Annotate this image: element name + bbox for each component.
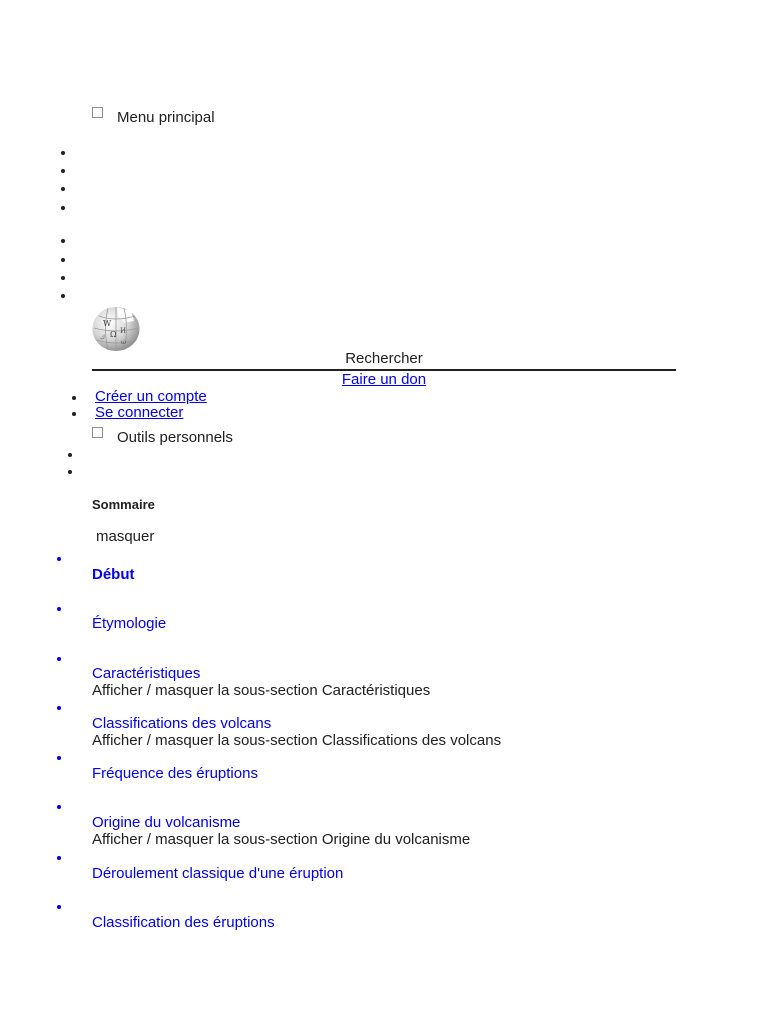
personal-tools-checkbox[interactable] [92,427,103,438]
toc-bullet [57,607,61,611]
login-link[interactable]: Se connecter [95,404,184,421]
list-bullet [61,151,65,155]
svg-text:ω: ω [121,339,126,346]
personal-tools-label[interactable]: Outils personnels [117,429,233,446]
toc-subsection-toggle[interactable]: Afficher / masquer la sous-section Caractéristiques [92,682,431,699]
svg-text:Ω: Ω [110,330,117,339]
main-menu-label[interactable]: Menu principal [117,109,215,126]
toc-link-classification-eruptions[interactable]: Classification des éruptions [92,914,275,931]
toc-link-frequence-eruptions[interactable]: Fréquence des éruptions [92,765,258,782]
svg-text:W: W [103,319,112,328]
create-account-link[interactable]: Créer un compte [95,388,207,405]
list-bullet [61,294,65,298]
svg-text:И: И [120,327,127,335]
toc-hide-button[interactable]: masquer [96,528,155,545]
toc-link-origine-volcanisme[interactable]: Origine du volcanisme [92,814,241,831]
donate-row [92,371,676,389]
toc-link-etymologie[interactable]: Étymologie [92,615,167,632]
toc-subsection-toggle[interactable]: Afficher / masquer la sous-section Classifications des volcans [92,732,502,749]
main-menu-checkbox[interactable] [92,107,103,118]
list-bullet [72,412,76,416]
toc-bullet [57,756,61,760]
toc-subsection-toggle[interactable]: Afficher / masquer la sous-section Origine du volcanisme [92,831,471,848]
toc-bullet [57,905,61,909]
toc-bullet [57,805,61,809]
list-bullet [61,187,65,191]
toc-title: Sommaire [92,497,155,512]
list-bullet [72,396,76,400]
toc-link-classifications-volcans[interactable]: Classifications des volcans [92,715,272,732]
toc-bullet [57,557,61,561]
toc-link-caracteristiques[interactable]: Caractéristiques [92,665,201,682]
wikipedia-globe-icon[interactable] [91,306,141,352]
list-bullet [61,206,65,210]
list-bullet [68,453,72,457]
toc-link-debut[interactable]: Début [92,566,135,583]
list-bullet [68,470,72,474]
list-bullet [61,169,65,173]
toc-bullet [57,706,61,710]
toc-link-deroulement-eruption[interactable]: Déroulement classique d'une éruption [92,865,344,882]
donate-link[interactable]: Faire un don [341,371,427,388]
list-bullet [61,258,65,262]
svg-text:ك: ك [100,334,105,341]
toc-bullet [57,657,61,661]
wikipedia-globe-icon-svg [91,306,141,352]
toc-bullet [57,856,61,860]
list-bullet [61,276,65,280]
search-label[interactable]: Rechercher [345,350,423,367]
list-bullet [61,239,65,243]
